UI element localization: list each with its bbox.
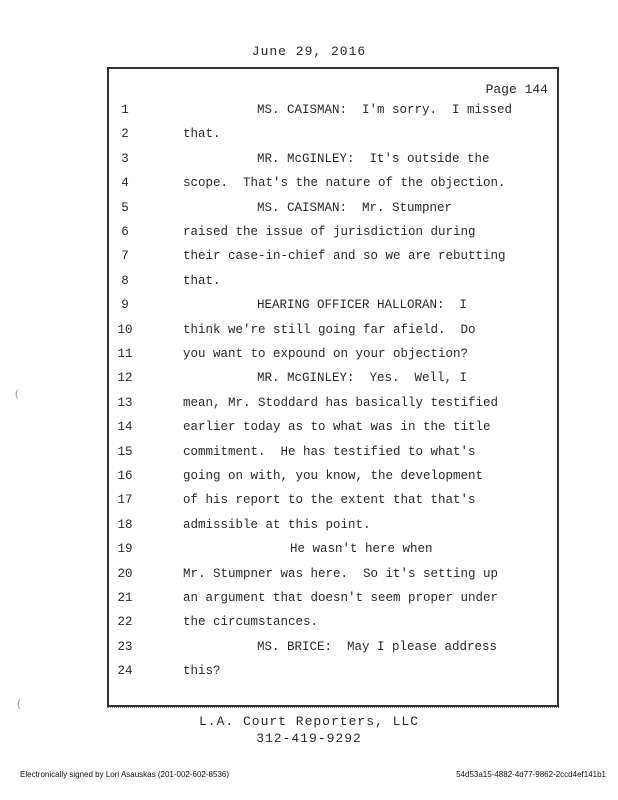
line-number: 24 (117, 664, 133, 679)
line-number: 5 (121, 200, 129, 215)
line-text: going on with, you know, the development (183, 469, 484, 483)
signature-left: Electronically signed by Lori Asauskas (201-002-602-8536) (20, 770, 230, 779)
line-text: MR. McGINLEY: Yes. Well, I (257, 371, 468, 386)
line-text: that. (183, 273, 221, 288)
transcript-line (0, 347, 560, 367)
line-number: 14 (117, 420, 133, 435)
line-number: 13 (117, 395, 133, 410)
line-number: 4 (121, 176, 129, 191)
line-text: HEARING OFFICER HALLORAN: I (257, 298, 468, 313)
line-number: 12 (117, 371, 133, 386)
page-number: Page 144 (485, 82, 548, 97)
transcript-line (0, 396, 560, 416)
transcript-line (0, 469, 560, 489)
line-text: raised the issue of jurisdiction during (183, 225, 476, 239)
line-number: 21 (117, 591, 133, 605)
line-number: 11 (117, 347, 133, 361)
line-number: 19 (117, 542, 133, 557)
line-number: 20 (117, 566, 133, 581)
line-number: 16 (117, 469, 133, 483)
scan-mark: ( (16, 700, 23, 711)
line-text: scope. That's the nature of the objection. (183, 176, 506, 191)
line-text: of his report to the extent that that's (183, 493, 476, 508)
transcript-line (0, 152, 560, 172)
transcript-line (0, 274, 560, 294)
line-number: 6 (121, 225, 129, 239)
line-number: 22 (117, 615, 133, 630)
transcript-line (0, 640, 560, 660)
line-text: MS. BRICE: May I please address (257, 639, 498, 654)
transcript-line (0, 615, 560, 635)
line-text: this? (183, 664, 221, 679)
signature-right: 54d53a15-4882-4d77-9862-2ccd4ef141b1 (456, 770, 606, 779)
header-date: June 29, 2016 (251, 44, 367, 59)
frame-bottom-rule (107, 707, 559, 708)
line-text: mean, Mr. Stoddard has basically testified (183, 395, 499, 410)
footer-phone: 312-419-9292 (256, 731, 362, 746)
line-number: 8 (121, 273, 129, 288)
line-text: MR. McGINLEY: It's outside the (257, 151, 490, 166)
transcript-line (0, 493, 560, 513)
line-number: 2 (121, 127, 129, 142)
line-number: 7 (121, 249, 129, 264)
transcript-line (0, 201, 560, 221)
line-number: 1 (121, 103, 129, 117)
line-text: MS. CAISMAN: I'm sorry. I missed (257, 103, 513, 117)
transcript-line (0, 225, 560, 245)
transcript-line (0, 567, 560, 587)
transcript-line (0, 664, 560, 684)
transcript-line (0, 591, 560, 611)
transcript-line (0, 542, 560, 562)
line-text: you want to expound on your objection? (183, 347, 469, 361)
line-number: 23 (117, 639, 133, 654)
line-text: think we're still going far afield. Do (183, 322, 476, 337)
line-number: 3 (121, 151, 129, 166)
transcript-line (0, 127, 560, 147)
line-text: admissible at this point. (183, 517, 371, 532)
line-number: 10 (117, 322, 133, 337)
footer-company: L.A. Court Reporters, LLC (198, 714, 420, 729)
line-text: Mr. Stumpner was here. So it's setting up (183, 566, 499, 581)
transcript-line (0, 249, 560, 269)
transcript-line (0, 298, 560, 318)
line-text: the circumstances. (183, 615, 319, 630)
transcript-line (0, 323, 560, 343)
line-number: 17 (117, 493, 133, 508)
scan-mark: ( (14, 390, 21, 401)
transcript-line (0, 445, 560, 465)
transcript-line (0, 420, 560, 440)
transcript-line (0, 176, 560, 196)
transcript-line (0, 518, 560, 538)
line-text: MS. CAISMAN: Mr. Stumpner (257, 200, 453, 215)
transcript-line (0, 103, 560, 123)
line-number: 15 (117, 444, 133, 459)
line-text: that. (183, 127, 221, 142)
line-text: their case-in-chief and so we are rebutting (183, 249, 506, 264)
line-text: earlier today as to what was in the title (183, 420, 491, 435)
line-number: 18 (117, 517, 133, 532)
line-text: commitment. He has testified to what's (183, 444, 476, 459)
line-text: He wasn't here when (290, 542, 433, 557)
line-number: 9 (121, 298, 129, 313)
transcript-line (0, 371, 560, 391)
line-text: an argument that doesn't seem proper under (183, 591, 499, 605)
